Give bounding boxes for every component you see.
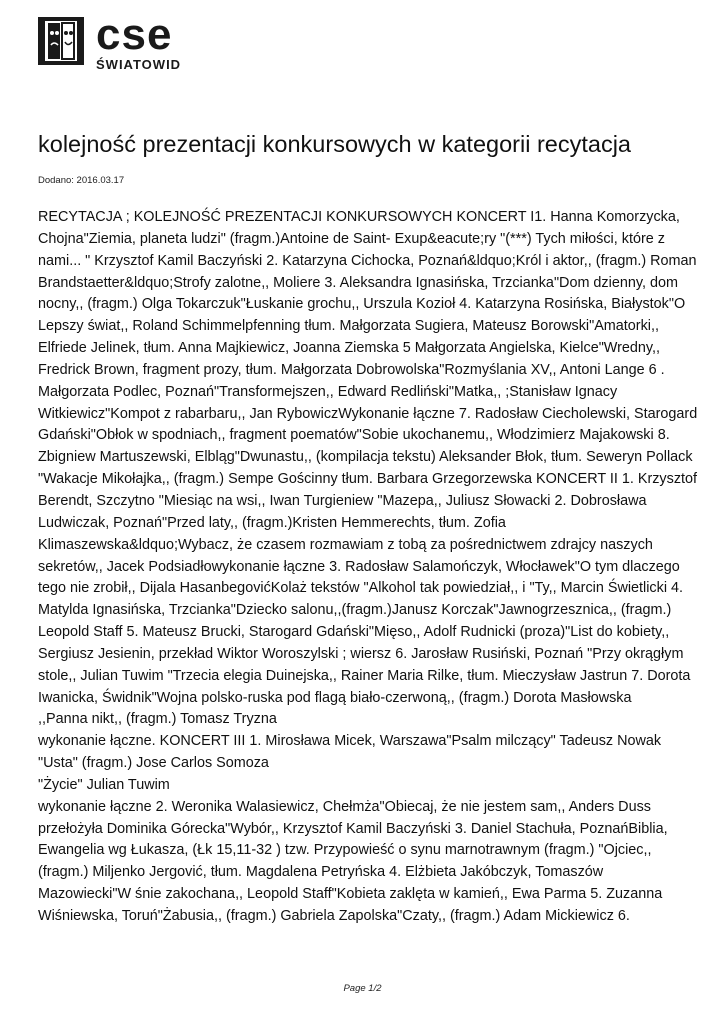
cse-swiatowid-logo: [38, 10, 238, 72]
article-body: RECYTACJA ; KOLEJNOŚĆ PREZENTACJI KONKURSOWYCH KONCERT I1. Hanna Komorzycka, Chojna"Ziemia, planeta ludzi" (fragm.)Antoine de Saint- Exup&eacute;ry "(***) Tych miłości, które z nami... " Krzysztof Kamil Baczyński 2. Katarzyna Cichocka, Poznań&ldquo;Król i aktor,, (fragm.) Roman Brandstaetter&ldquo;Strofy zalotne,, Moliere 3. Aleksandra Ignasińska, Trzcianka"Dom dzienny, dom nocny,, (fragm.) Olga Tokarczuk"Łuskanie grochu,, Urszula Kozioł 4. Katarzyna Rosińska, Białystok"O Lepszy świat,, Roland Schimmelpfenning tłum. Małgorzata Sugiera, Mateusz Borowski"Amatorki,, Elfriede Jelinek, tłum. Anna Majkiewicz, Joanna Ziemska 5 Małgorzata Angielska, Kielce"Wredny,, Fredrick Brown, fragment prozy, tłum. Małgorzata Dobrowolska"Rozmyślania XV,, Antoni Lange 6 . Małgorzata Podlec, Poznań"Transformejszen,, Edward Redliński"Matka,, ;Stanisław Ignacy Witkiewicz"Kompot z rabarbaru,, Jan RybowiczWykonanie łączne 7. Radosław Ciecholewski, Starogard Gdański"Obłok w spodniach,, fragment poematów"Sobie ukochanemu,, Włodzimierz Majakowski 8. Zbigniew Martuszewski, Elbląg"Dwunastu,, (kompilacja tekstu) Aleksander Błok, tłum. Seweryn Pollack "Wakacje Mikołajka,, (fragm.) Sempe Gościnny tłum. Barbara Grzegorzewska KONCERT II 1. Krzysztof Berendt, Szczytno "Miesiąc na wsi,, Iwan Turgieniew "Mazepa,, Juliusz Słowacki 2. Dobrosława Ludwiczak, Poznań"Przed laty,, (fragm.)Kristen Hemmerechts, tłum. Zofia Klimaszewska&ldquo;Wybacz, że czasem rozmawiam z tobą za pośrednictwem zdrajcy naszych sekretów,, Jacek Podsiadłowykonanie łączne 3. Radosław Salamończyk, Włocławek"O tym dlaczego tego nie zrobił,, Dijala HasanbegovićKolaż tekstów "Alkohol tak powiedział,, i "Ty,, Marcin Świetlicki 4. Matylda Ignasińska, Trzcianka"Dziecko salonu,,(fragm.)Janusz Korczak"Jawnogrzesznica,, (fragm.) Leopold Staff 5. Mateusz Brucki, Starogard Gdański"Mięso,, Adolf Rudnicki (proza)"List do kobiety,, Sergiusz Jesienin, przekład Wiktor Woroszylski ; wiersz 6. Jarosław Rusiński, Poznań "Przy okrągłym stole,, Julian Tuwim "Trzecia elegia Duinejska,, Rainer Maria Rilke, tłum. Mieczysław Jastrun 7. Dorota Iwanicka, Świdnik"Wojna polsko-ruska pod flagą biało-czerwoną,, (fragm.) Dorota Masłowska ,,Panna nikt,, (fragm.) Tomasz Tryzna wykonanie łączne. KONCERT III 1. Mirosława Micek, Warszawa"Psalm milczący" Tadeusz Nowak "Usta" (fragm.) Jose Carlos Somoza "Życie" Julian Tuwim wykonanie łączne 2. Weronika Walasiewicz, Chełmża"Obiecaj, że nie jestem sam,, Anders Duss przełożyła Dominika Górecka"Wybór,, Krzysztof Kamil Baczyński 3. Daniel Stachuła, PoznańBiblia, Ewangelia wg Łukasza, (Łk 15,11-32 ) tzw. Przypowieść o synu marnotrawnym (fragm.) "Ojciec,, (fragm.) Miljenko Jergović, tłum. Magdalena Petryńska 4. Elżbieta Jakóbczyk, Tomaszów Mazowiecki"W śnie zakochana,, Leopold Staff"Kobieta zaklęta w kamień,, Ewa Parma 5. Zuzanna Wiśniewska, Toruń"Żabusia,, (fragm.) Gabriela Zapolska"Czaty,, (fragm.) Adam Mickiewicz 6.: [38, 209, 698, 924]
page-title: kolejność prezentacji konkursowych w kategorii recytacja: [38, 131, 631, 157]
logo-wordmark: cse: [96, 10, 173, 59]
page-number: Page 1/2: [343, 983, 382, 994]
date-added: Dodano: 2016.03.17: [38, 175, 125, 186]
logo-subtitle: ŚWIATOWID: [96, 57, 182, 72]
theatre-masks-icon: [38, 17, 84, 65]
